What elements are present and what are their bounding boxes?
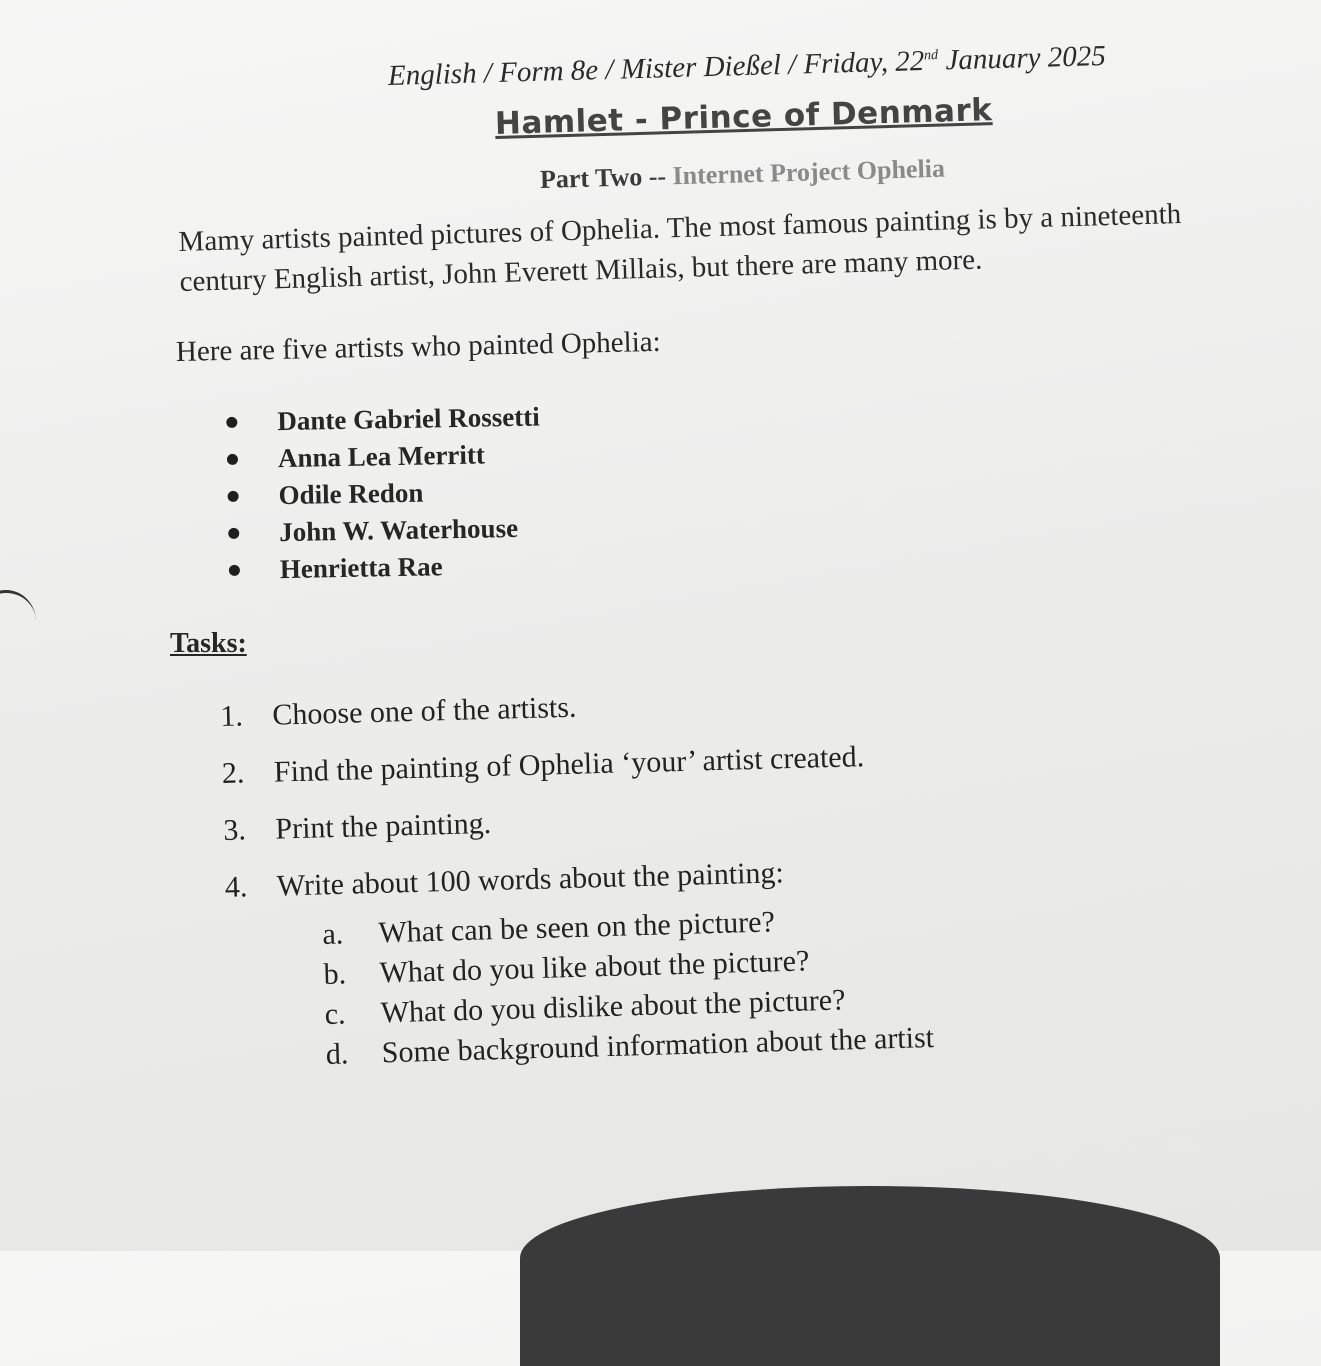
tasks-heading: Tasks:: [170, 628, 247, 659]
page-title: Hamlet - Prince of Denmark: [494, 92, 993, 142]
task-text: Choose one of the artists.: [271, 690, 577, 732]
list-item: [227, 473, 541, 515]
artist-name: Henrietta Rae: [279, 551, 443, 585]
subtask-letter: b.: [323, 957, 347, 991]
subtask-list: [322, 901, 935, 1078]
task-text: Write about 100 words about the painting:: [276, 856, 785, 903]
project-label: Internet Project Ophelia: [672, 153, 946, 191]
subtask-letter: d.: [325, 1037, 349, 1071]
bullet-icon: [229, 565, 240, 576]
subtask-text: What do you dislike about the picture?: [380, 983, 846, 1030]
artist-list: [226, 399, 543, 589]
header-date-month: January 2025: [937, 39, 1107, 77]
artist-name: Odile Redon: [278, 477, 424, 511]
task-number: 4.: [224, 870, 248, 904]
list-item: [229, 547, 543, 589]
date-ordinal: nd: [923, 47, 939, 64]
subtask-letter: a.: [322, 917, 344, 951]
header-text: English / Form 8e / Mister Dießel / Friday, 22: [387, 45, 925, 92]
course-header: [388, 38, 1189, 93]
subtask-text: What can be seen on the picture?: [377, 905, 776, 950]
subtask-text: What do you like about the picture?: [379, 944, 810, 990]
task-number: 3.: [222, 813, 247, 847]
bullet-icon: [228, 528, 239, 539]
intro-line-1: Mamy artists painted pictures of Ophelia. The most famous painting is by a nineteenth: [178, 197, 1182, 258]
part-subtitle: [540, 154, 946, 195]
bullet-icon: [226, 417, 237, 428]
task-number: 1.: [220, 699, 244, 733]
bullet-icon: [227, 454, 238, 465]
artist-name: Dante Gabriel Rossetti: [277, 401, 540, 437]
list-item: [226, 399, 540, 441]
punch-hole-mark: [0, 590, 36, 653]
part-label: Part Two --: [539, 161, 673, 194]
list-item: [227, 436, 541, 478]
list-item: [228, 510, 542, 552]
task-text: Print the painting.: [274, 806, 492, 846]
intro-line-2: century English artist, John Everett Millais, but there are many more.: [179, 243, 983, 298]
thumb-shadow: [520, 1186, 1220, 1366]
artist-name: Anna Lea Merritt: [277, 439, 486, 474]
artists-lead-text: Here are five artists who painted Ophelia:: [175, 325, 661, 368]
intro-paragraph: [178, 190, 1320, 302]
task-number: 2.: [221, 756, 245, 790]
subtask-letter: c.: [324, 997, 346, 1031]
bullet-icon: [228, 491, 239, 502]
subtask-text: Some background information about the artist: [381, 1020, 935, 1070]
artist-name: John W. Waterhouse: [278, 512, 519, 548]
task-list: [220, 683, 868, 905]
task-text: Find the painting of Ophelia ‘your’ artist created.: [273, 740, 865, 789]
